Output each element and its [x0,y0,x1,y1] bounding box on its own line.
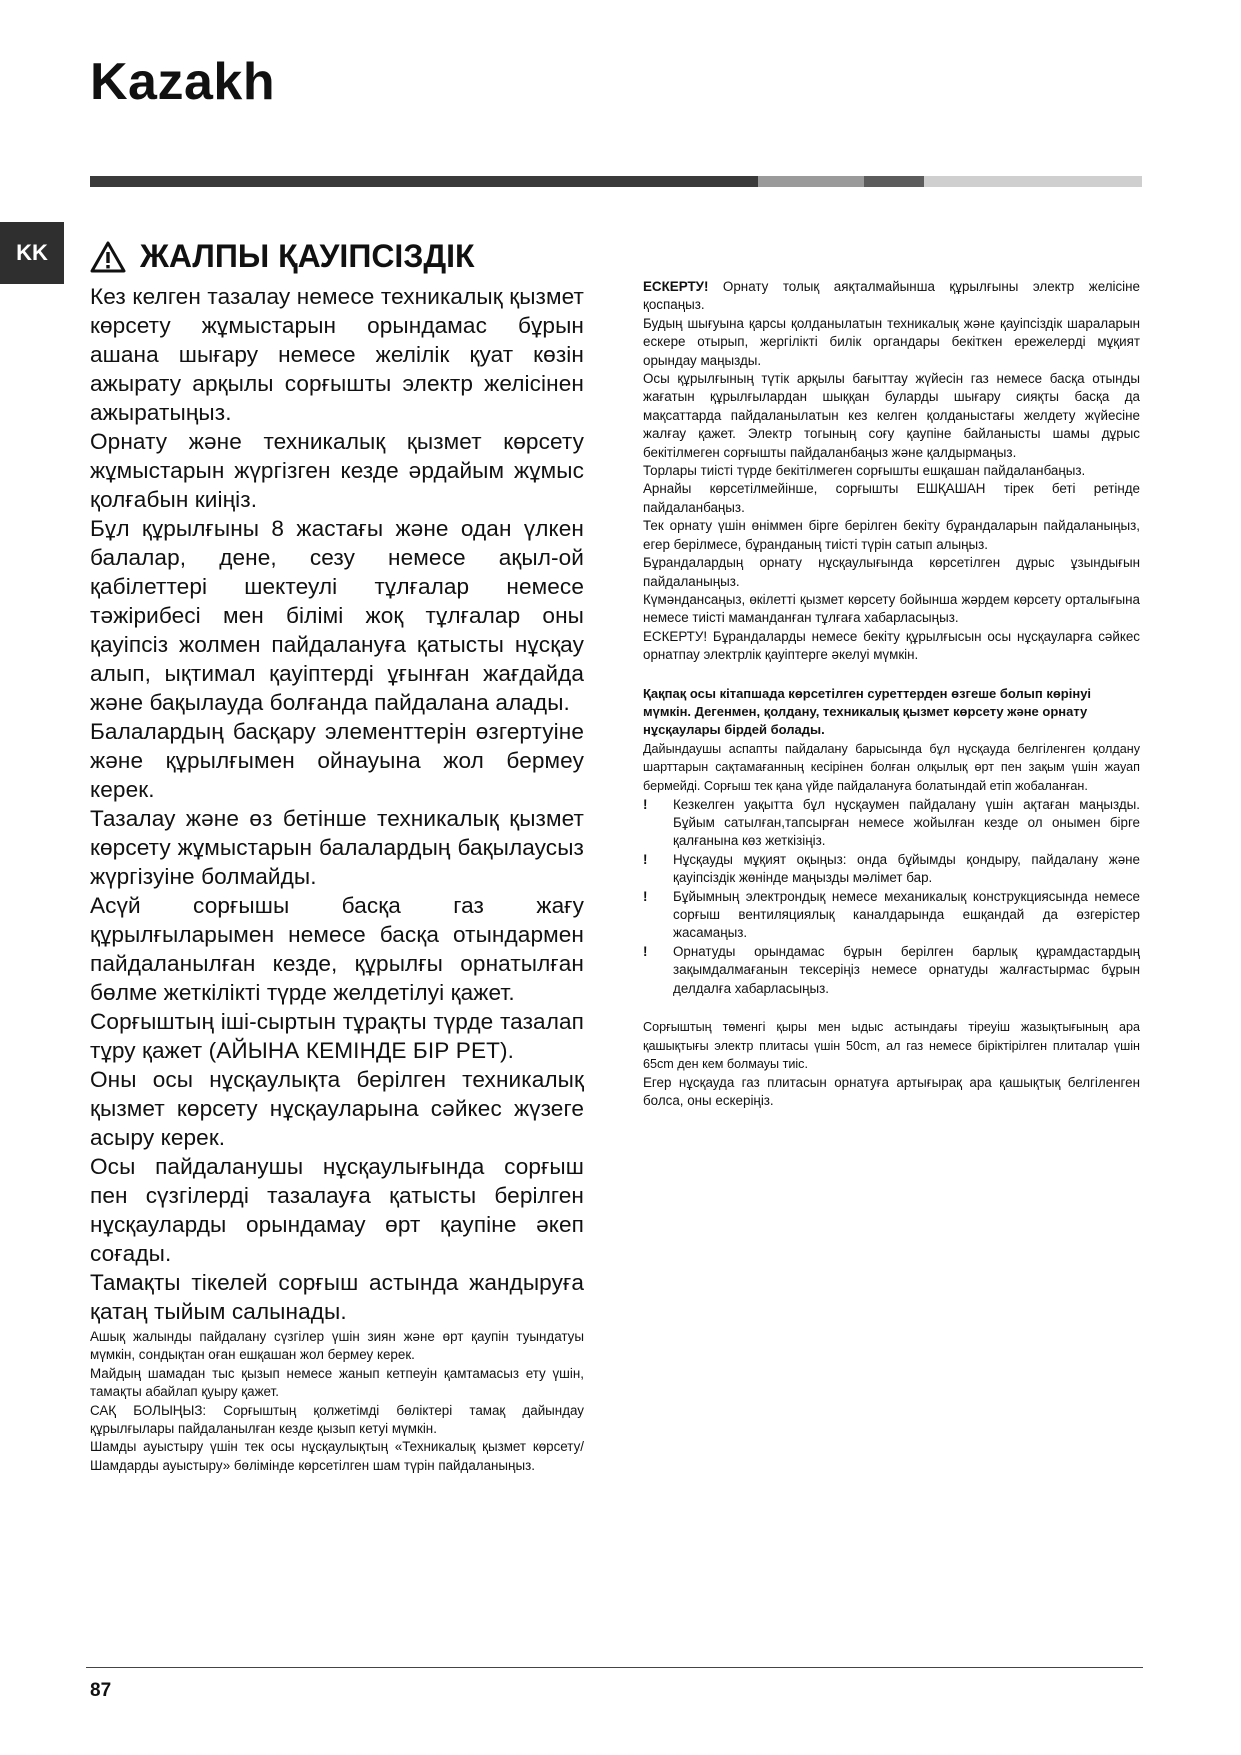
header-color-bar [90,176,1142,187]
exclamation-icon: ! [643,888,648,904]
color-bar-segment [864,176,924,187]
right-column [643,278,1140,1111]
cover-note: Қақпақ осы кітапшада көрсетілген суреттерден өзгеше болып көрінуі мүмкін. Дегенмен, қолдану, техникалық қызмет көрсету және орнату нұсқаулары бірдей болады. [643,685,1092,738]
safety-paragraph: Кез келген тазалау немесе техникалық қызмет көрсету жұмыстарын орындамас бұрын ашана шығару немесе желілік қуат көзін ажырату арқылы сорғышты электр желісінен ажыратыңыз. [90,284,584,425]
safety-paragraph: Орнату және техникалық қызмет көрсету жұмыстарын жүргізген кезде әрдайым жұмыс қолғабын киіңіз. [90,429,584,512]
safety-paragraph: Тамақты тікелей сорғыш астында жандыруға қатаң тыйым салынады. [90,1270,584,1324]
installation-paragraph: Күмәндансаңыз, өкілетті қызмет көрсету бойынша жәрдем көрсету орталығына немесе тиісті маманданған тұлғаға хабарласыңыз. [643,591,1140,626]
safety-note: САҚ БОЛЫҢЫЗ: Сорғыштың қолжетімді бөліктері тамақ дайындау құрылғылары пайдаланылған кезде қызып кетуі мүмкін. [90,1402,584,1437]
safety-paragraph: Асүй сорғышы басқа газ жағу құрылғыларымен немесе басқа отындармен пайдаланылған кезде, құрылғы орнатылған бөлме жеткілікті түрде желдетілуі қажет. [90,893,584,1005]
installation-paragraph: Тек орнату үшін өніммен бірге берілген бекіту бұрандаларын пайдаланыңыз, егер берілмесе, бұранданың тиісті түрін сатып алыңыз. [643,518,1140,552]
installation-paragraph: Будың шығуына қарсы қолданылатын техникалық және қауіпсіздік шараларын ескере отырып, жергілікті билік органдары бекіткен ережелерді мұқият орындау маңызды. [643,315,1140,368]
safety-note: Ашық жалынды пайдалану сүзгілер үшін зиян және өрт қаупін туындатуы мүмкін, сондықтан оған ешқашан жол бермеу керек. [90,1329,584,1363]
list-item-text: Кезкелген уақытта бұл нұсқаумен пайдалану үшін ақтаған маңызды. Бұйым сатылған,тапсырған немесе жойылған кезде ол онымен бірге қалғанына көз жеткізіңіз. [673,796,1140,849]
list-item-text: Орнатуды орындамас бұрын берілген барлық құрамдастардың зақымдалмағанын тексеріңіз немесе орнатуды жалғастырмас бұрын делдалға хабарласыңыз. [673,943,1140,996]
warning-triangle-icon [90,241,126,273]
installation-warning [643,278,1140,315]
installation-paragraph: ЕСКЕРТУ! Бұрандаларды немесе бекіту құрылғысын осы нұсқауларға сәйкес орнатпау электрлік қауіптерге әкелуі мүмкін. [643,628,1140,663]
manufacturer-note: Дайындаушы аспапты пайдалану барысында бұл нұсқауда белгіленген қолдану шарттарын сақтамағанның кесірінен болған олқылық өрт пен зақым үшін жауап бермейді. Сорғыш тек қана үйде пайдалануға болатындай етіп жобаланған. [643,741,1140,793]
installation-paragraph: Арнайы көрсетілмейінше, сорғышты ЕШҚАШАН тірек беті ретінде пайдаланбаңыз. [643,481,1140,515]
safety-paragraph: Балалардың басқару элементтерін өзгертуіне және құрылғымен ойнауына жол бермеу керек. [90,719,584,802]
list-item [643,851,1140,888]
section-heading [90,238,475,275]
safety-paragraph: Бұл құрылғыны 8 жастағы және одан үлкен балалар, дене, сезу немесе ақыл-ой қабілеттері шектеулі тұлғалар немесе тәжірибесі мен білімі жоқ тұлғалар оны қауіпсіз жолмен пайдалануға қатысты нұсқау алып, ықтимал қауіптерді ұғынған жағдайда және бақылауда болғанда пайдалана алады. [90,516,584,715]
color-bar-segment [90,176,758,187]
color-bar-segment [924,176,1142,187]
installation-paragraph: Осы құрылғының түтік арқылы бағыттау жүйесін газ немесе басқа отынды жағатын құрылғылардан шыққан буларды шығару сияқты басқа да мақсаттарда пайдаланылатын кез келген қолданыстағы желдету жүйесіне жалғау қажет. Электр тогының соғу қаупіне байланысты шамы дұрыс бекітілмеген сорғышты пайдаланбаңыз және қалдырмаңыз. [643,371,1140,460]
safety-paragraph: Тазалау және өз бетінше техникалық қызмет көрсету жұмыстарын балалардың бақылаусыз жүргізуіне болмайды. [90,806,584,889]
color-bar-segment [758,176,864,187]
installation-paragraph: Бұрандалардың орнату нұсқаулығында көрсетілген дұрыс ұзындығын пайдаланыңыз. [643,555,1140,589]
safety-paragraph: Оны осы нұсқаулықта берілген техникалық қызмет көрсету нұсқауларына сәйкес жүзеге асыру керек. [90,1067,584,1150]
list-item-text: Бұйымның электрондық немесе механикалық конструкциясында немесе сорғыш вентиляциялық каналдарында ешқандай да өзгерістер жасамаңыз. [673,888,1140,941]
list-item [643,796,1140,851]
list-item-text: Нұсқауды мұқият оқыңыз: онда бұйымды қондыру, пайдалану және қауіпсіздік жөнінде маңызды мәлімет бар. [673,851,1140,886]
warning-lead: ЕСКЕРТУ! [643,279,709,294]
gas-note: Егер нұсқауда газ плитасын орнатуға артығырақ ара қашықтық белгіленген болса, оны ескеріңіз. [643,1074,1140,1109]
notice-list [643,796,1140,998]
installation-paragraph: Торлары тиісті түрде бекітілмеген сорғышты ешқашан пайдаланбаңыз. [643,463,1086,479]
exclamation-icon: ! [643,796,648,812]
list-item [643,888,1140,943]
page-number: 87 [90,1680,112,1701]
page-title: Kazakh [90,53,276,111]
left-column [90,282,584,1475]
warning-text: Орнату толық аяқталмайынша құрылғыны электр желісіне қоспаңыз. [643,279,1140,313]
section-title: ЖАЛПЫ ҚАУІПСІЗДІК [140,238,475,274]
exclamation-icon: ! [643,943,648,959]
language-tab: KK [0,222,64,284]
safety-paragraph: Сорғыштың іші-сыртын тұрақты түрде тазалап тұру қажет (АЙЫНА КЕМІНДЕ БІР РЕТ). [90,1009,584,1063]
safety-paragraph: Осы пайдаланушы нұсқаулығында сорғыш пен сүзгілерді тазалауға қатысты берілген нұсқауларды орындамау өрт қаупіне әкеп соғады. [90,1154,584,1266]
safety-note: Шамды ауыстыру үшін тек осы нұсқаулықтың «Техникалық қызмет көрсету/Шамдарды ауыстыру» бөлімінде көрсетілген шам түрін пайдаланыңыз. [90,1439,584,1473]
distance-note: Сорғыштың төменгі қыры мен ыдыс астындағы тіреуіш жазықтығының ара қашықтығы электр плитасы үшін 50cm, ал газ немесе біріктірілген плиталар үшін 65cm ден кем болмауы тиіс. [643,1020,1140,1072]
footer-divider [86,1667,1143,1668]
safety-note: Майдың шамадан тыс қызып немесе жанып кетпеуін қамтамасыз ету үшін, тамақты абайлап қуыру қажет. [90,1365,584,1400]
exclamation-icon: ! [643,851,648,867]
list-item [643,943,1140,998]
